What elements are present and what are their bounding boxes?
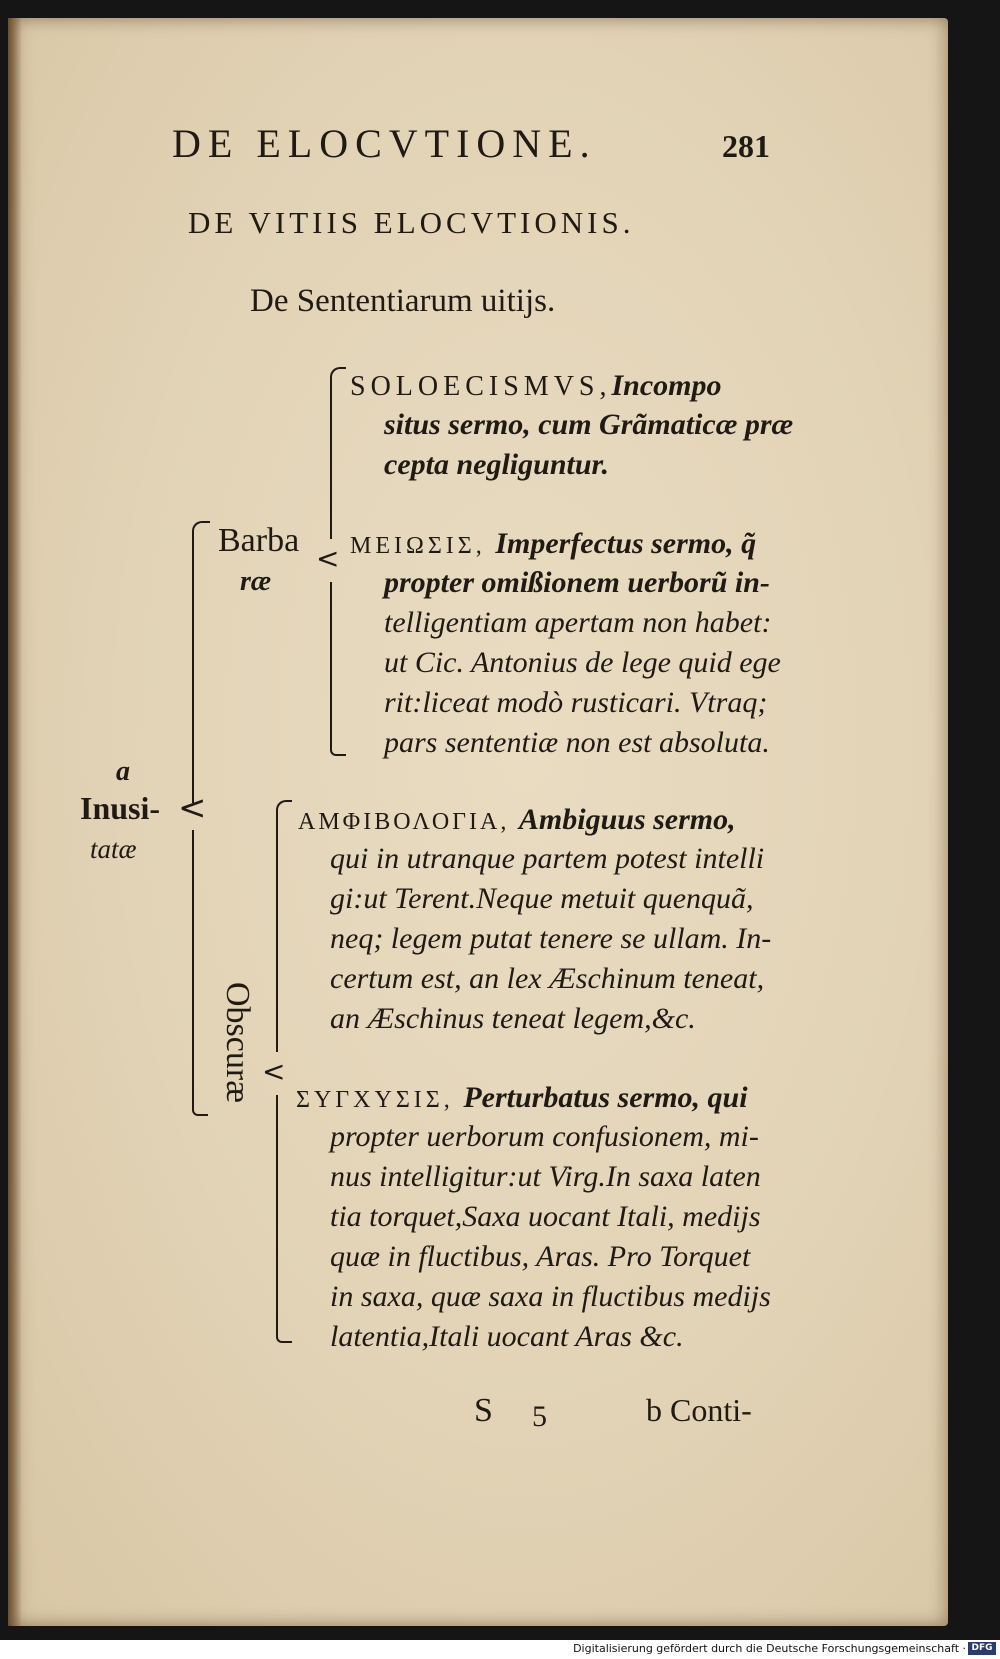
entry-synchysis [296,1080,748,1115]
running-head: DE ELOCVTIONE. [172,121,597,166]
entry-line: situs sermo, cum Grãmaticæ præ [384,408,794,441]
branch-barbarae-line1: Barba [218,522,300,559]
term-meiosis: ΜΕΙΩΣΙΣ, [350,533,486,559]
branch-obscurae: Obscuræ [219,982,256,1103]
page-gutter-shadow [8,18,22,1626]
entry-line: nus intelligitur:ut Virg.In saxa laten [330,1160,761,1193]
entry-line: propter uerborum confusionem, mi- [330,1120,759,1153]
entry-line: gi:ut Terent.Neque metuit quenquã, [330,882,754,915]
entry-line: Imperfectus sermo, q̃ [495,527,757,560]
branch-barbarae-line2: ræ [240,566,272,597]
entry-line: propter omißionem uerborũ in- [384,566,770,599]
catchword: b Conti- [646,1392,752,1428]
entry-line: Ambiguus sermo, [518,803,736,836]
entry-line: an Æschinus teneat legem,&c. [330,1002,696,1035]
obscurae-brace-upper [276,800,292,1052]
subtitle: De Sententiarum uitijs. [250,283,556,319]
entry-line: Incompo [611,369,722,402]
entry-line: tia torquet,Saxa uocant Itali, medijs [330,1200,761,1233]
root-label-line1: Inusi- [80,790,161,826]
entry-line: cepta negliguntur. [384,448,610,481]
signature-number: 5 [532,1400,547,1433]
entry-line: in saxa, quæ saxa in fluctibus medijs [330,1280,771,1313]
main-brace-point: < [178,788,207,828]
obscurae-brace-point: < [262,1055,286,1088]
term-amphibologia: ΑΜΦΙΒΟΛΟΓΙΑ, [298,809,510,835]
barbarae-brace-point: < [316,542,340,575]
entry-line: pars sententiæ non est absoluta. [384,726,770,759]
entry-line: neq; legem putat tenere se ullam. In- [330,922,772,955]
dfg-logo: DFG [968,1642,996,1655]
entry-line: ut Cic. Antonius de lege quid ege [384,646,781,679]
obscurae-brace-lower [276,1095,292,1343]
entry-line: qui in utranque partem potest intelli [330,842,765,875]
barbarae-brace-lower [330,582,346,756]
signature-mark: S [474,1392,493,1429]
entry-line: latentia,Itali uocant Aras &c. [330,1320,684,1353]
entry-line: certum est, an lex Æschinum teneat, [330,962,765,995]
entry-line: quæ in fluctibus, Aras. Pro Torquet [330,1240,751,1273]
entry-soloecismus [350,368,722,403]
barbarae-brace-upper [330,367,346,539]
entry-line: telligentiam apertam non habet: [384,606,772,639]
section-title: DE VITIIS ELOCVTIONIS. [188,205,635,240]
root-label-line2: tatæ [90,834,137,864]
entry-amphibologia [298,802,736,837]
term-soloecismus: SOLOECISMVS, [350,371,612,402]
credit-text: Digitalisierung gefördert durch die Deutsche Forschungsgemeinschaft · [573,1642,966,1655]
main-brace-lower [192,830,208,1116]
main-brace-upper [192,521,210,803]
term-synchysis: ΣΥΓΧΥΣΙΣ, [296,1087,454,1113]
entry-meiosis [350,526,756,561]
entry-line: Perturbatus sermo, qui [463,1081,748,1114]
root-letter: a [116,756,130,787]
entry-line: rit:liceat modò rusticari. Vtraq; [384,686,768,719]
page-number: 281 [722,128,770,164]
